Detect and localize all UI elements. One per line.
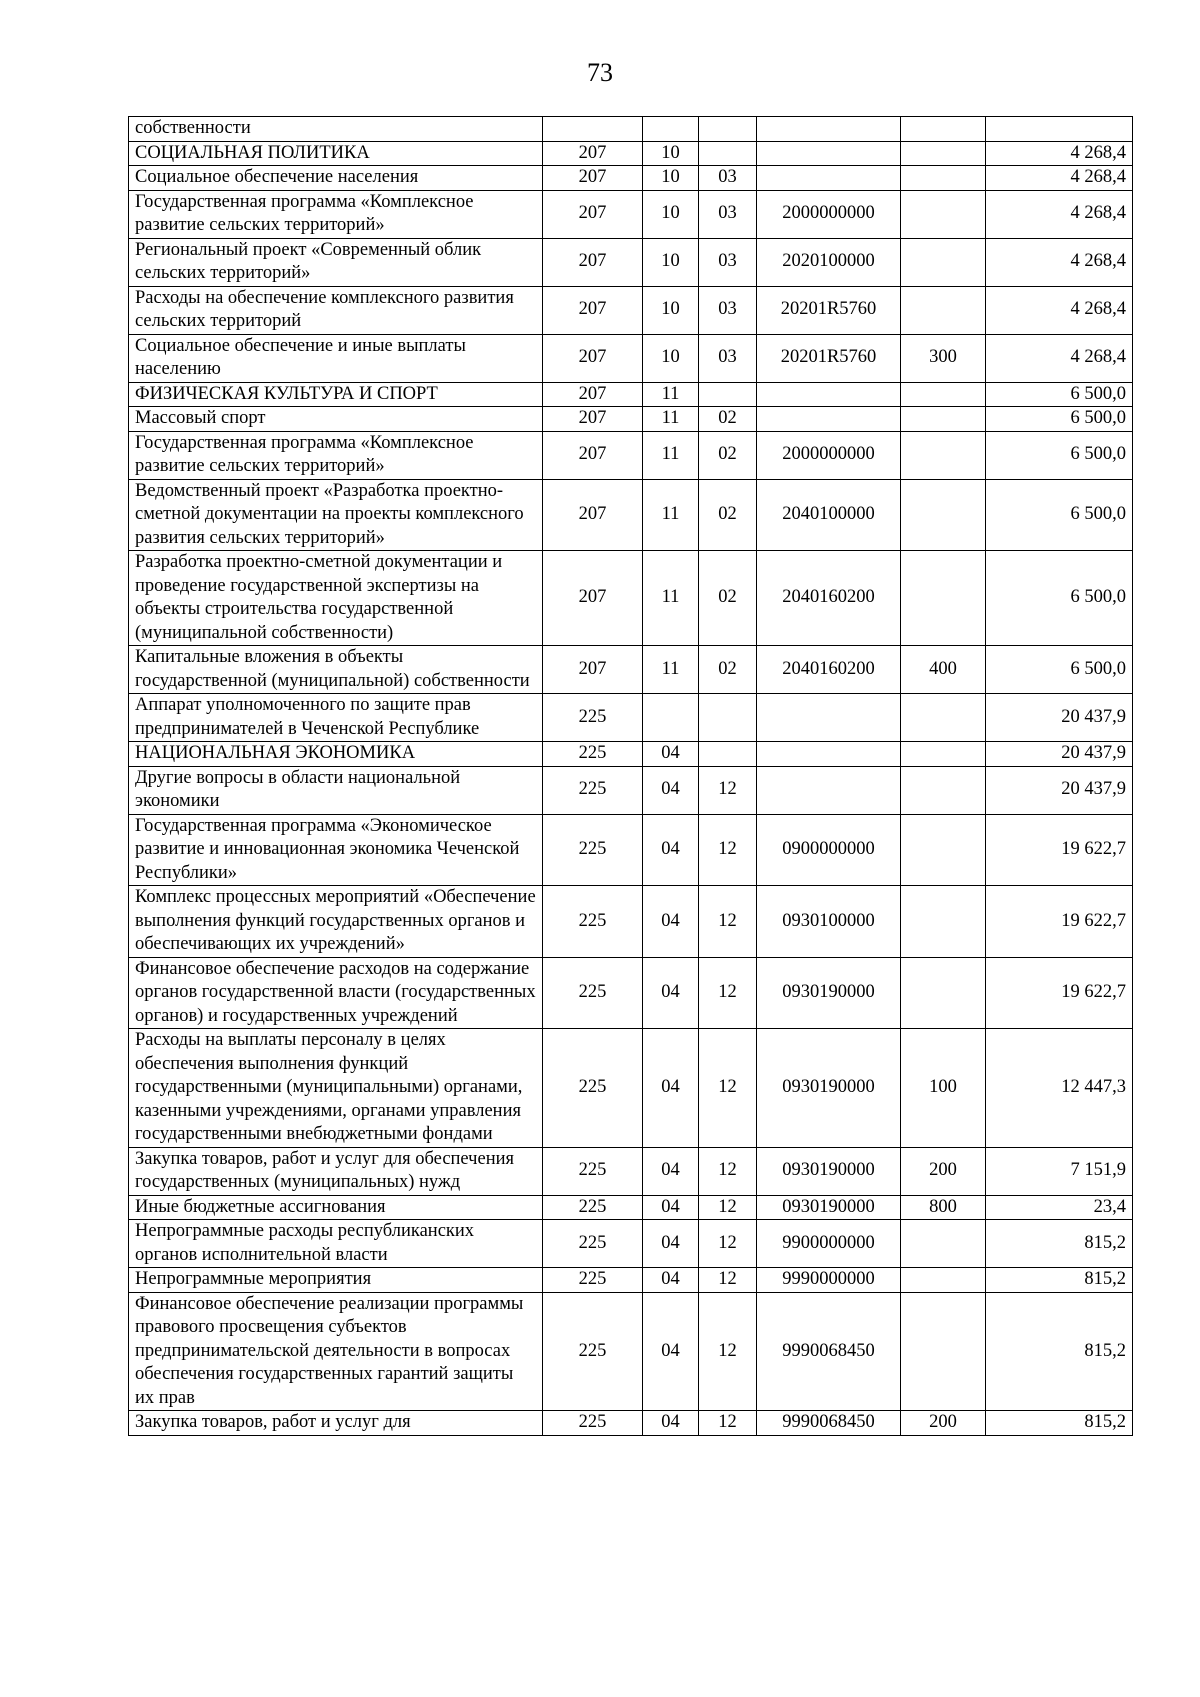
expense-type-cell <box>901 382 986 407</box>
target-article-cell: 20201R5760 <box>757 334 901 382</box>
table-row <box>129 814 1133 886</box>
ministry-code-cell: 225 <box>543 1029 643 1148</box>
row-name-cell: НАЦИОНАЛЬНАЯ ЭКОНОМИКА <box>129 742 543 767</box>
subsection-code-cell: 02 <box>699 646 757 694</box>
amount-cell: 815,2 <box>986 1220 1133 1268</box>
target-article-cell: 0930190000 <box>757 1029 901 1148</box>
row-name-cell: Непрограммные мероприятия <box>129 1268 543 1293</box>
table-row <box>129 1220 1133 1268</box>
row-name-cell: Комплекс процессных мероприятий «Обеспечение выполнения функций государственных органов и обеспечивающих их учреждений» <box>129 886 543 958</box>
target-article-cell <box>757 166 901 191</box>
subsection-code-cell <box>699 694 757 742</box>
ministry-code-cell: 207 <box>543 382 643 407</box>
amount-cell: 4 268,4 <box>986 238 1133 286</box>
row-name-cell: Закупка товаров, работ и услуг для обеспечения государственных (муниципальных) нужд <box>129 1147 543 1195</box>
target-article-cell <box>757 766 901 814</box>
ministry-code-cell: 207 <box>543 141 643 166</box>
target-article-cell: 2040160200 <box>757 646 901 694</box>
ministry-code-cell: 225 <box>543 1268 643 1293</box>
table-row <box>129 1268 1133 1293</box>
budget-table <box>128 116 1133 1436</box>
subsection-code-cell: 03 <box>699 190 757 238</box>
target-article-cell <box>757 742 901 767</box>
row-name-cell: Разработка проектно-сметной документации и проведение государственной экспертизы на объекты строительства государственной (муниципальной собственности) <box>129 551 543 646</box>
page-number: 73 <box>587 58 613 87</box>
amount-cell: 4 268,4 <box>986 166 1133 191</box>
section-code-cell: 10 <box>643 141 699 166</box>
row-name-cell: ФИЗИЧЕСКАЯ КУЛЬТУРА И СПОРТ <box>129 382 543 407</box>
section-code-cell: 04 <box>643 957 699 1029</box>
table-row <box>129 431 1133 479</box>
ministry-code-cell: 207 <box>543 238 643 286</box>
row-name-cell: Массовый спорт <box>129 407 543 432</box>
amount-cell: 19 622,7 <box>986 886 1133 958</box>
subsection-code-cell: 12 <box>699 1195 757 1220</box>
subsection-code-cell: 12 <box>699 1220 757 1268</box>
expense-type-cell: 400 <box>901 646 986 694</box>
amount-cell: 4 268,4 <box>986 286 1133 334</box>
expense-type-cell: 100 <box>901 1029 986 1148</box>
expense-type-cell <box>901 117 986 142</box>
section-code-cell: 11 <box>643 407 699 432</box>
row-name-cell: Расходы на выплаты персоналу в целях обеспечения выполнения функций государственными (муниципальными) органами, казенными учреждениями, органами управления государственными внебюджетными фондами <box>129 1029 543 1148</box>
amount-cell: 4 268,4 <box>986 190 1133 238</box>
expense-type-cell <box>901 238 986 286</box>
target-article-cell: 2020100000 <box>757 238 901 286</box>
ministry-code-cell: 225 <box>543 742 643 767</box>
ministry-code-cell: 225 <box>543 694 643 742</box>
subsection-code-cell: 12 <box>699 766 757 814</box>
table-row <box>129 407 1133 432</box>
amount-cell: 19 622,7 <box>986 814 1133 886</box>
section-code-cell: 04 <box>643 1220 699 1268</box>
expense-type-cell <box>901 766 986 814</box>
amount-cell: 12 447,3 <box>986 1029 1133 1148</box>
ministry-code-cell: 207 <box>543 190 643 238</box>
table-row <box>129 238 1133 286</box>
table-row <box>129 957 1133 1029</box>
ministry-code-cell: 207 <box>543 479 643 551</box>
ministry-code-cell: 225 <box>543 957 643 1029</box>
target-article-cell: 2000000000 <box>757 431 901 479</box>
target-article-cell: 9990068450 <box>757 1292 901 1411</box>
section-code-cell: 11 <box>643 551 699 646</box>
row-name-cell: собственности <box>129 117 543 142</box>
section-code-cell: 11 <box>643 382 699 407</box>
expense-type-cell <box>901 141 986 166</box>
amount-cell: 815,2 <box>986 1268 1133 1293</box>
expense-type-cell <box>901 886 986 958</box>
section-code-cell <box>643 117 699 142</box>
expense-type-cell <box>901 479 986 551</box>
amount-cell: 4 268,4 <box>986 141 1133 166</box>
expense-type-cell <box>901 1268 986 1293</box>
subsection-code-cell: 12 <box>699 1411 757 1436</box>
table-row <box>129 479 1133 551</box>
section-code-cell: 11 <box>643 646 699 694</box>
target-article-cell: 0930100000 <box>757 886 901 958</box>
table-row <box>129 766 1133 814</box>
table-row <box>129 694 1133 742</box>
ministry-code-cell: 225 <box>543 814 643 886</box>
amount-cell: 815,2 <box>986 1292 1133 1411</box>
expense-type-cell <box>901 190 986 238</box>
table-row <box>129 1411 1133 1436</box>
row-name-cell: Региональный проект «Современный облик сельских территорий» <box>129 238 543 286</box>
table-row <box>129 166 1133 191</box>
table-row <box>129 742 1133 767</box>
ministry-code-cell: 207 <box>543 407 643 432</box>
target-article-cell: 2040100000 <box>757 479 901 551</box>
ministry-code-cell: 207 <box>543 551 643 646</box>
subsection-code-cell: 02 <box>699 431 757 479</box>
target-article-cell: 2000000000 <box>757 190 901 238</box>
ministry-code-cell: 207 <box>543 166 643 191</box>
amount-cell: 4 268,4 <box>986 334 1133 382</box>
subsection-code-cell <box>699 117 757 142</box>
table-row <box>129 886 1133 958</box>
target-article-cell: 9990068450 <box>757 1411 901 1436</box>
section-code-cell: 10 <box>643 190 699 238</box>
expense-type-cell <box>901 1292 986 1411</box>
subsection-code-cell: 12 <box>699 814 757 886</box>
section-code-cell <box>643 694 699 742</box>
table-row <box>129 551 1133 646</box>
table-row <box>129 141 1133 166</box>
expense-type-cell <box>901 431 986 479</box>
row-name-cell: Ведомственный проект «Разработка проектно-сметной документации на проекты комплексного развития сельских территорий» <box>129 479 543 551</box>
ministry-code-cell: 225 <box>543 1292 643 1411</box>
expense-type-cell: 200 <box>901 1411 986 1436</box>
subsection-code-cell <box>699 382 757 407</box>
ministry-code-cell: 225 <box>543 1411 643 1436</box>
ministry-code-cell: 207 <box>543 334 643 382</box>
target-article-cell: 0930190000 <box>757 957 901 1029</box>
target-article-cell: 0900000000 <box>757 814 901 886</box>
row-name-cell: СОЦИАЛЬНАЯ ПОЛИТИКА <box>129 141 543 166</box>
subsection-code-cell: 02 <box>699 407 757 432</box>
subsection-code-cell: 03 <box>699 238 757 286</box>
table-row <box>129 117 1133 142</box>
subsection-code-cell: 03 <box>699 166 757 191</box>
target-article-cell <box>757 694 901 742</box>
row-name-cell: Непрограммные расходы республиканских органов исполнительной власти <box>129 1220 543 1268</box>
target-article-cell: 0930190000 <box>757 1147 901 1195</box>
row-name-cell: Иные бюджетные ассигнования <box>129 1195 543 1220</box>
ministry-code-cell: 225 <box>543 886 643 958</box>
subsection-code-cell <box>699 742 757 767</box>
table-row <box>129 190 1133 238</box>
amount-cell: 23,4 <box>986 1195 1133 1220</box>
section-code-cell: 04 <box>643 1029 699 1148</box>
expense-type-cell: 200 <box>901 1147 986 1195</box>
target-article-cell <box>757 382 901 407</box>
table-row <box>129 286 1133 334</box>
section-code-cell: 04 <box>643 1292 699 1411</box>
row-name-cell: Социальное обеспечение и иные выплаты населению <box>129 334 543 382</box>
table-row <box>129 382 1133 407</box>
amount-cell <box>986 117 1133 142</box>
section-code-cell: 04 <box>643 1147 699 1195</box>
target-article-cell: 9900000000 <box>757 1220 901 1268</box>
ministry-code-cell: 207 <box>543 646 643 694</box>
table-row <box>129 1029 1133 1148</box>
row-name-cell: Капитальные вложения в объекты государственной (муниципальной) собственности <box>129 646 543 694</box>
subsection-code-cell: 12 <box>699 957 757 1029</box>
amount-cell: 6 500,0 <box>986 551 1133 646</box>
ministry-code-cell: 225 <box>543 1147 643 1195</box>
section-code-cell: 04 <box>643 1195 699 1220</box>
table-row <box>129 1195 1133 1220</box>
amount-cell: 19 622,7 <box>986 957 1133 1029</box>
section-code-cell: 04 <box>643 886 699 958</box>
section-code-cell: 11 <box>643 479 699 551</box>
row-name-cell: Финансовое обеспечение реализации программы правового просвещения субъектов предпринимательской деятельности в вопросах обеспечения государственных гарантий защиты их прав <box>129 1292 543 1411</box>
section-code-cell: 04 <box>643 814 699 886</box>
subsection-code-cell: 12 <box>699 1147 757 1195</box>
target-article-cell: 9990000000 <box>757 1268 901 1293</box>
ministry-code-cell: 225 <box>543 766 643 814</box>
expense-type-cell <box>901 1220 986 1268</box>
target-article-cell: 20201R5760 <box>757 286 901 334</box>
table-row <box>129 1292 1133 1411</box>
row-name-cell: Закупка товаров, работ и услуг для <box>129 1411 543 1436</box>
expense-type-cell: 800 <box>901 1195 986 1220</box>
amount-cell: 6 500,0 <box>986 407 1133 432</box>
subsection-code-cell: 12 <box>699 1029 757 1148</box>
ministry-code-cell <box>543 117 643 142</box>
section-code-cell: 04 <box>643 1268 699 1293</box>
section-code-cell: 04 <box>643 766 699 814</box>
ministry-code-cell: 207 <box>543 431 643 479</box>
row-name-cell: Финансовое обеспечение расходов на содержание органов государственной власти (государственных органов) и государственных учреждений <box>129 957 543 1029</box>
amount-cell: 815,2 <box>986 1411 1133 1436</box>
subsection-code-cell: 02 <box>699 551 757 646</box>
section-code-cell: 10 <box>643 286 699 334</box>
amount-cell: 6 500,0 <box>986 479 1133 551</box>
amount-cell: 20 437,9 <box>986 742 1133 767</box>
ministry-code-cell: 207 <box>543 286 643 334</box>
target-article-cell: 2040160200 <box>757 551 901 646</box>
row-name-cell: Государственная программа «Комплексное развитие сельских территорий» <box>129 190 543 238</box>
target-article-cell <box>757 407 901 432</box>
expense-type-cell <box>901 286 986 334</box>
target-article-cell <box>757 117 901 142</box>
expense-type-cell: 300 <box>901 334 986 382</box>
subsection-code-cell: 02 <box>699 479 757 551</box>
amount-cell: 20 437,9 <box>986 694 1133 742</box>
section-code-cell: 04 <box>643 742 699 767</box>
expense-type-cell <box>901 551 986 646</box>
budget-table-body <box>129 117 1133 1436</box>
amount-cell: 20 437,9 <box>986 766 1133 814</box>
expense-type-cell <box>901 694 986 742</box>
amount-cell: 6 500,0 <box>986 431 1133 479</box>
amount-cell: 6 500,0 <box>986 646 1133 694</box>
row-name-cell: Социальное обеспечение населения <box>129 166 543 191</box>
table-row <box>129 646 1133 694</box>
target-article-cell <box>757 141 901 166</box>
subsection-code-cell: 12 <box>699 1268 757 1293</box>
section-code-cell: 11 <box>643 431 699 479</box>
row-name-cell: Аппарат уполномоченного по защите прав предпринимателей в Чеченской Республике <box>129 694 543 742</box>
row-name-cell: Государственная программа «Комплексное развитие сельских территорий» <box>129 431 543 479</box>
subsection-code-cell: 03 <box>699 334 757 382</box>
amount-cell: 7 151,9 <box>986 1147 1133 1195</box>
subsection-code-cell: 12 <box>699 886 757 958</box>
expense-type-cell <box>901 814 986 886</box>
ministry-code-cell: 225 <box>543 1220 643 1268</box>
section-code-cell: 10 <box>643 238 699 286</box>
expense-type-cell <box>901 407 986 432</box>
row-name-cell: Государственная программа «Экономическое развитие и инновационная экономика Чеченской Республики» <box>129 814 543 886</box>
table-row <box>129 334 1133 382</box>
subsection-code-cell: 12 <box>699 1292 757 1411</box>
section-code-cell: 10 <box>643 166 699 191</box>
section-code-cell: 04 <box>643 1411 699 1436</box>
table-row <box>129 1147 1133 1195</box>
ministry-code-cell: 225 <box>543 1195 643 1220</box>
expense-type-cell <box>901 957 986 1029</box>
row-name-cell: Расходы на обеспечение комплексного развития сельских территорий <box>129 286 543 334</box>
row-name-cell: Другие вопросы в области национальной экономики <box>129 766 543 814</box>
amount-cell: 6 500,0 <box>986 382 1133 407</box>
subsection-code-cell: 03 <box>699 286 757 334</box>
subsection-code-cell <box>699 141 757 166</box>
expense-type-cell <box>901 742 986 767</box>
target-article-cell: 0930190000 <box>757 1195 901 1220</box>
section-code-cell: 10 <box>643 334 699 382</box>
expense-type-cell <box>901 166 986 191</box>
